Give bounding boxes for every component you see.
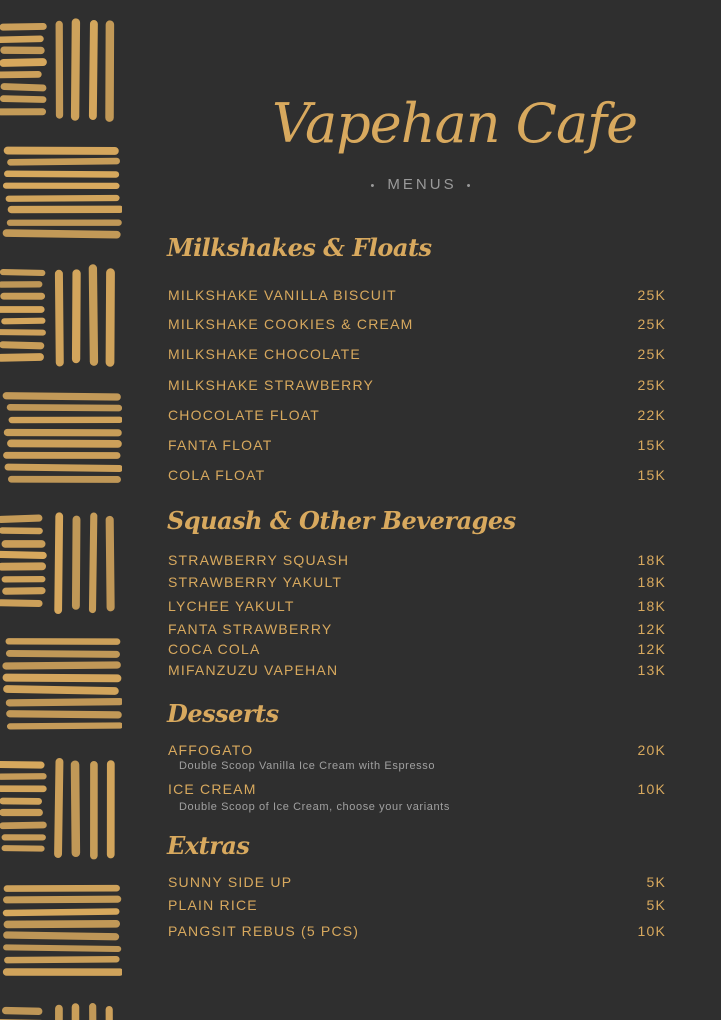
- item-price: 5K: [646, 874, 666, 890]
- item-name: SUNNY SIDE UP: [168, 874, 293, 890]
- section-title-desserts: Desserts: [167, 699, 279, 728]
- section-title-milkshakes: Milkshakes & Floats: [167, 233, 432, 262]
- item-price: 25K: [637, 287, 666, 303]
- item-name: MIFANZUZU VAPEHAN: [168, 662, 339, 678]
- menu-item: [168, 923, 668, 943]
- item-price: 18K: [637, 598, 666, 614]
- menu-item: [168, 377, 668, 397]
- item-name: MILKSHAKE STRAWBERRY: [168, 377, 375, 393]
- item-name: PANGSIT REBUS (5 PCS): [168, 923, 360, 939]
- menu-item: [168, 598, 668, 618]
- menu-item: [168, 316, 668, 336]
- item-price: 13K: [637, 662, 666, 678]
- item-price: 10K: [637, 781, 666, 797]
- item-price: 25K: [637, 377, 666, 393]
- item-price: 18K: [637, 552, 666, 568]
- item-price: 18K: [637, 574, 666, 590]
- menu-item: [168, 437, 668, 457]
- item-name: CHOCOLATE FLOAT: [168, 407, 321, 423]
- item-description: Double Scoop Vanilla Ice Cream with Espresso: [179, 760, 436, 772]
- item-name: STRAWBERRY YAKULT: [168, 574, 343, 590]
- item-name: MILKSHAKE COOKIES & CREAM: [168, 316, 414, 332]
- item-price: 25K: [637, 346, 666, 362]
- menu-item: [168, 287, 668, 307]
- item-name: AFFOGATO: [168, 742, 254, 758]
- menu-item: [168, 407, 668, 427]
- item-name: MILKSHAKE CHOCOLATE: [168, 346, 361, 362]
- item-price: 15K: [637, 437, 666, 453]
- menu-item: [168, 574, 668, 594]
- item-name: COLA FLOAT: [168, 467, 266, 483]
- menu-item: [168, 346, 668, 366]
- item-name: STRAWBERRY SQUASH: [168, 552, 350, 568]
- item-price: 22K: [637, 407, 666, 423]
- item-name: COCA COLA: [168, 641, 261, 657]
- dot-left-icon: •: [370, 180, 378, 192]
- menu-item: [168, 897, 668, 917]
- menu-item: [168, 742, 668, 762]
- menu-item: [168, 621, 668, 641]
- menu-item: [168, 467, 668, 487]
- dot-right-icon: •: [466, 180, 474, 192]
- menu-item: [168, 552, 668, 572]
- item-price: 12K: [637, 641, 666, 657]
- decorative-brush-border: [0, 0, 122, 1020]
- item-name: LYCHEE YAKULT: [168, 598, 295, 614]
- menu-item: [168, 874, 668, 894]
- menu-item: [168, 662, 668, 682]
- section-title-beverages: Squash & Other Beverages: [167, 506, 516, 535]
- menu-item: [168, 641, 668, 661]
- item-name: PLAIN RICE: [168, 897, 258, 913]
- subtitle-text: MENUS: [387, 176, 457, 193]
- cafe-title: Vapehan Cafe: [272, 92, 638, 155]
- item-name: ICE CREAM: [168, 781, 257, 797]
- item-price: 12K: [637, 621, 666, 637]
- item-name: FANTA STRAWBERRY: [168, 621, 333, 637]
- item-price: 10K: [637, 923, 666, 939]
- item-price: 15K: [637, 467, 666, 483]
- item-description: Double Scoop of Ice Cream, choose your variants: [179, 801, 450, 813]
- menus-subtitle: [352, 176, 492, 193]
- item-price: 20K: [637, 742, 666, 758]
- section-title-extras: Extras: [167, 831, 250, 860]
- item-price: 5K: [646, 897, 666, 913]
- item-name: MILKSHAKE VANILLA BISCUIT: [168, 287, 397, 303]
- item-price: 25K: [637, 316, 666, 332]
- item-name: FANTA FLOAT: [168, 437, 273, 453]
- menu-item: [168, 781, 668, 801]
